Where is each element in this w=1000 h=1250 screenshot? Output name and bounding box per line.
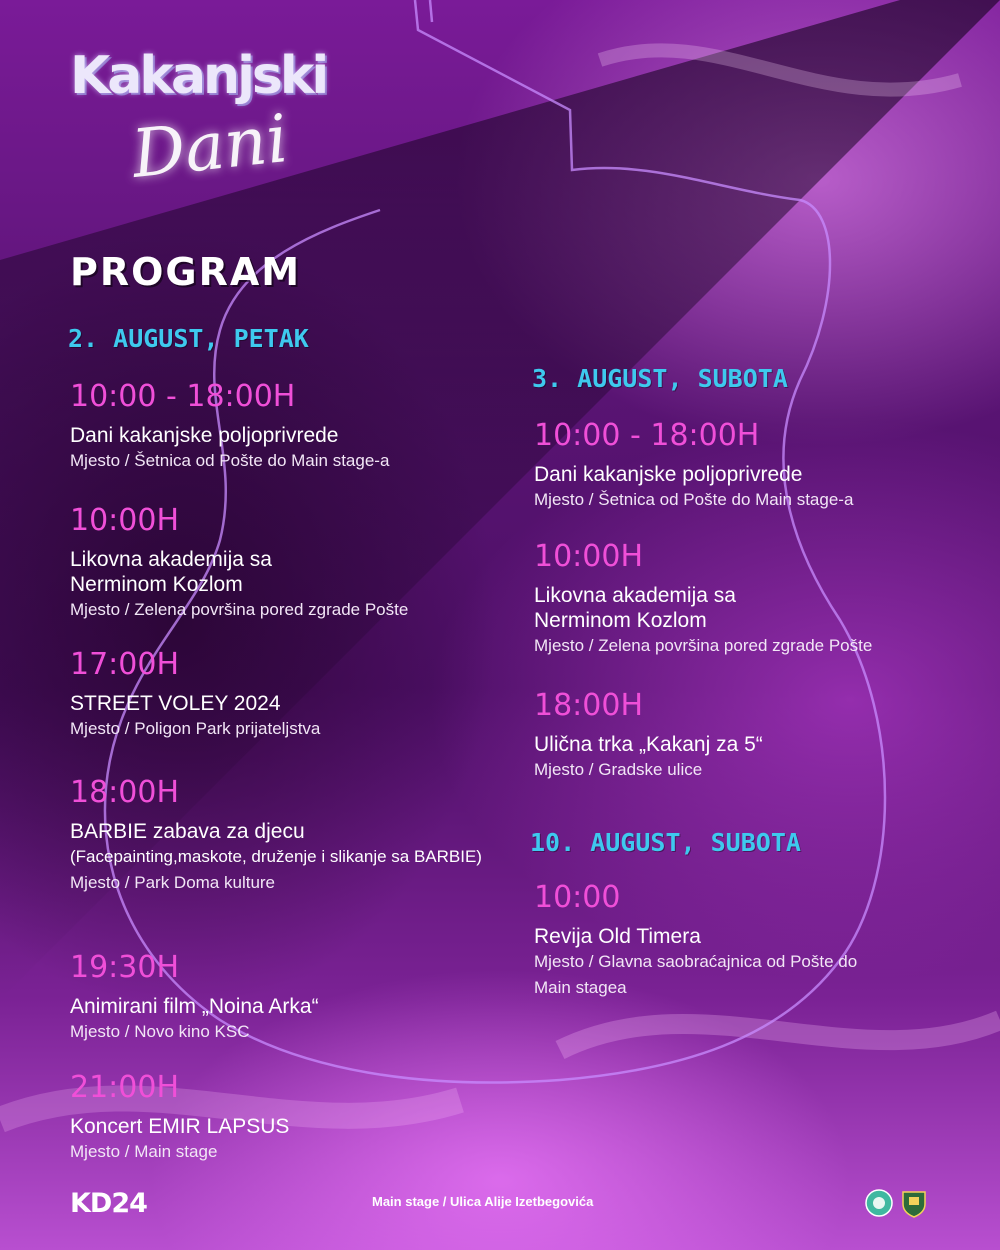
event-title-line-1: Likovna akademija sa (534, 584, 736, 607)
kd24-logo: KD24 (70, 1188, 147, 1219)
event-item (70, 776, 500, 896)
event-time: 10:00H (70, 503, 180, 538)
kakanjski-dani-logo (70, 46, 360, 196)
event-item (70, 1071, 289, 1165)
logo-script: Dani (128, 100, 292, 193)
event-title: Ulična trka „Kakanj za 5“ (534, 733, 763, 756)
footer-venue: Main stage / Ulica Alije Izetbegovića (372, 1194, 594, 1209)
event-place: Mjesto / Main stage (70, 1142, 218, 1161)
event-item (534, 689, 763, 783)
event-place: Mjesto / Gradske ulice (534, 760, 703, 779)
event-time: 10:00 - 18:00H (534, 418, 760, 453)
event-time: 10:00 - 18:00H (70, 379, 296, 414)
event-place: Mjesto / Park Doma kulture (70, 873, 276, 892)
day-heading-august-2: 2. AUGUST, PETAK (68, 324, 309, 353)
event-place-line-1: Mjesto / Glavna saobraćajnica od Pošte do (534, 952, 858, 971)
event-place: Mjesto / Šetnica od Pošte do Main stage-a (534, 490, 854, 509)
event-item (534, 881, 857, 1001)
event-title: BARBIE zabava za djecu (70, 820, 305, 843)
page-title: PROGRAM (70, 250, 302, 294)
event-place-line-2: Main stagea (534, 978, 627, 997)
event-place: Mjesto / Novo kino KSC (70, 1022, 250, 1041)
event-item (70, 648, 320, 742)
event-item (70, 504, 408, 623)
event-title-line-2: Nerminom Kozlom (70, 573, 243, 596)
event-time: 18:00H (70, 775, 180, 810)
event-title: Dani kakanjske poljoprivrede (534, 463, 803, 486)
event-time: 17:00H (70, 647, 180, 682)
event-item (70, 951, 319, 1045)
coat-of-arms-icon (899, 1188, 929, 1218)
event-place: Mjesto / Poligon Park prijateljstva (70, 719, 321, 738)
logo-title: Kakanjski (70, 46, 327, 106)
day-heading-august-3: 3. AUGUST, SUBOTA (532, 364, 788, 393)
municipality-emblem-icon (864, 1188, 894, 1218)
event-title-line-1: Likovna akademija sa (70, 548, 272, 571)
event-title-line-2: Nerminom Kozlom (534, 609, 707, 632)
event-place: Mjesto / Šetnica od Pošte do Main stage-a (70, 451, 390, 470)
event-description: (Facepainting,maskote, druženje i slikanje sa BARBIE) (70, 847, 482, 866)
event-place: Mjesto / Zelena površina pored zgrade Pošte (534, 636, 873, 655)
event-place: Mjesto / Zelena površina pored zgrade Pošte (70, 600, 409, 619)
event-time: 18:00H (534, 688, 644, 723)
event-title: Animirani film „Noina Arka“ (70, 995, 319, 1018)
event-item (534, 540, 872, 659)
event-item (534, 419, 853, 513)
event-time: 21:00H (70, 1070, 180, 1105)
event-time: 10:00H (534, 539, 644, 574)
event-title: Dani kakanjske poljoprivrede (70, 424, 339, 447)
event-time: 19:30H (70, 950, 180, 985)
event-item (70, 380, 389, 474)
event-title: Revija Old Timera (534, 925, 701, 948)
event-title: STREET VOLEY 2024 (70, 692, 281, 715)
event-time: 10:00 (534, 880, 621, 915)
day-heading-august-10: 10. AUGUST, SUBOTA (530, 828, 801, 857)
event-title: Koncert EMIR LAPSUS (70, 1115, 290, 1138)
